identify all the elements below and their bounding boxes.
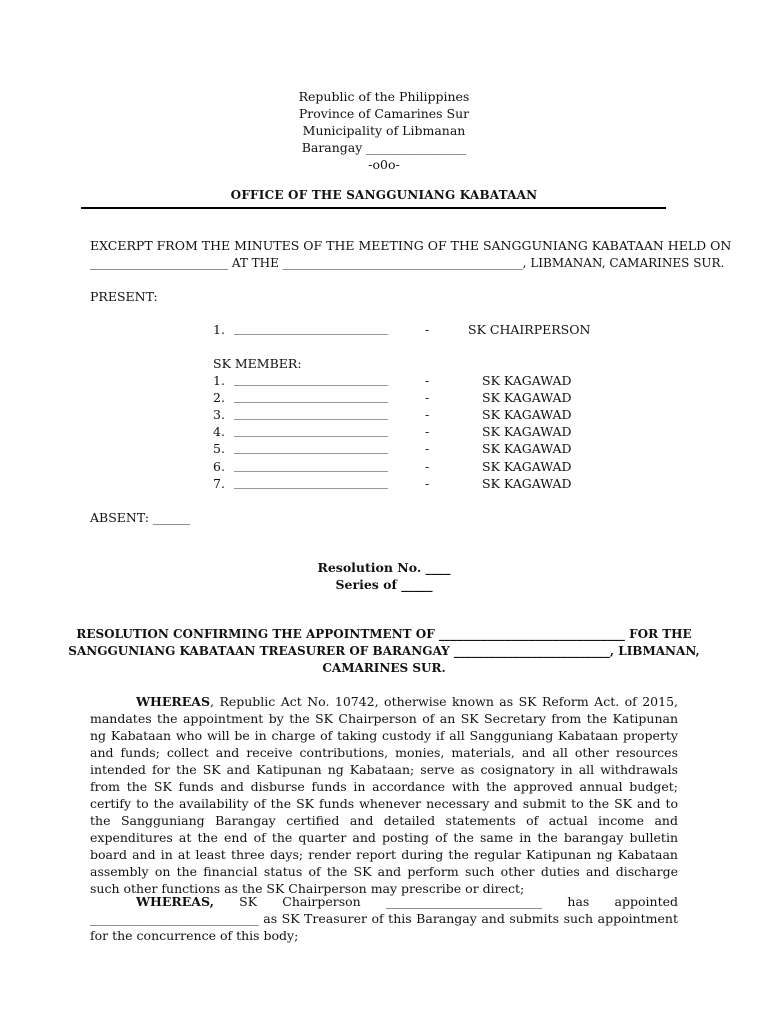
name-blank: ____________________________ (234, 373, 388, 386)
member-row (0, 459, 768, 476)
name-blank: ____________________________ (234, 407, 388, 421)
row-number: 5. (213, 441, 225, 457)
member-row (0, 424, 768, 441)
office-title: OFFICE OF THE SANGGUNIANG KABATAAN (230, 188, 538, 202)
row-dash: - (425, 458, 430, 474)
whereas-paragraph-2 (90, 893, 678, 944)
row-dash: - (425, 475, 430, 491)
absent-label: ABSENT: ______ (90, 510, 191, 525)
row-number: 7. (213, 475, 225, 491)
row-role: SK KAGAWAD (482, 424, 572, 440)
excerpt-line-2: _______________________ AT THE ________________________________________, LIBMANAN, CAMARINES SUR. (90, 256, 725, 270)
resolution-title-line-2: SANGGUNIANG KABATAAN TREASURER OF BARANGAY __________________________, LIBMANAN, (68, 644, 700, 658)
row-dash: - (425, 390, 430, 406)
member-row (0, 373, 768, 390)
header-republic: Republic of the Philippines (298, 89, 470, 104)
whereas-text: SK Chairperson _________________________ has appointed ___________________________ as SK Treasurer of this Barangay and submits such appointment for the concurrence of this body; (90, 894, 678, 943)
row-role: SK KAGAWAD (482, 373, 572, 388)
name-blank: ____________________________ (234, 475, 388, 489)
name-blank: ____________________________ (234, 458, 388, 472)
row-number: 6. (213, 458, 225, 474)
chairperson-row (0, 322, 768, 339)
row-role: SK KAGAWAD (482, 458, 572, 474)
row-number: 2. (213, 390, 225, 406)
name-blank: ____________________________ (234, 441, 388, 455)
row-role: SK KAGAWAD (482, 390, 572, 406)
header-province: Province of Camarines Sur (298, 106, 470, 121)
row-role: SK KAGAWAD (482, 475, 572, 491)
whereas-paragraph-1 (90, 693, 678, 897)
member-row (0, 390, 768, 407)
row-number: 1. (213, 373, 225, 388)
name-blank: ____________________________ (234, 322, 388, 335)
excerpt-line-1: EXCERPT FROM THE MINUTES OF THE MEETING OF THE SANGGUNIANG KABATAAN HELD ON (90, 238, 732, 253)
row-role: SK KAGAWAD (482, 407, 572, 423)
row-role: SK KAGAWAD (482, 441, 572, 457)
row-number: 3. (213, 407, 225, 423)
header-ornament: -o0o- (368, 157, 400, 172)
row-dash: - (425, 424, 430, 440)
member-row (0, 407, 768, 424)
resolution-title-line-3: CAMARINES SUR. (322, 661, 446, 675)
header-municipality: Municipality of Libmanan (302, 123, 466, 138)
header-barangay: Barangay ________________ (301, 140, 467, 155)
present-label: PRESENT: (90, 289, 158, 304)
row-number: 1. (213, 322, 225, 337)
whereas-lead: WHEREAS, (136, 894, 214, 909)
row-role: SK CHAIRPERSON (468, 322, 591, 337)
row-dash: - (425, 441, 430, 457)
whereas-lead: WHEREAS (136, 694, 211, 709)
member-row (0, 441, 768, 458)
name-blank: ____________________________ (234, 390, 388, 404)
row-dash: - (425, 322, 430, 337)
row-number: 4. (213, 424, 225, 440)
resolution-series: Series of _____ (335, 577, 433, 592)
resolution-number: Resolution No. ____ (317, 560, 451, 575)
row-dash: - (425, 373, 430, 388)
name-blank: ____________________________ (234, 424, 388, 438)
resolution-title-line-1: RESOLUTION CONFIRMING THE APPOINTMENT OF _______________________________ FOR THE (76, 627, 692, 641)
sk-member-label: SK MEMBER: (213, 356, 302, 371)
header-divider (81, 207, 666, 209)
whereas-text: , Republic Act No. 10742, otherwise known as SK Reform Act. of 2015, mandates the appointment by the SK Chairperson of an SK Secretary from the Katipunan ng Kabataan who will be in charge of taking custody if all Sangguniang Kabataan property and funds; collect and receive contributions, monies, materials, and all other resources intended for the SK and Katipunan ng Kabataan; serve as cosignatory in all withdrawals from the SK funds and disburse funds in accordance with the approved annual budget; certify to the availability of the SK funds whenever necessary and submit to the SK and to the Sangguniang Barangay certified and detailed statements of actual income and expenditures at the end of the quarter and posting of the same in the barangay bulletin board and in at least three days; render report during the regular Katipunan ng Kabataan assembly on the financial status of the SK and perform such other duties and discharge such other functions as the SK Chairperson may prescribe or direct; (90, 694, 678, 896)
row-dash: - (425, 407, 430, 423)
member-row (0, 476, 768, 493)
